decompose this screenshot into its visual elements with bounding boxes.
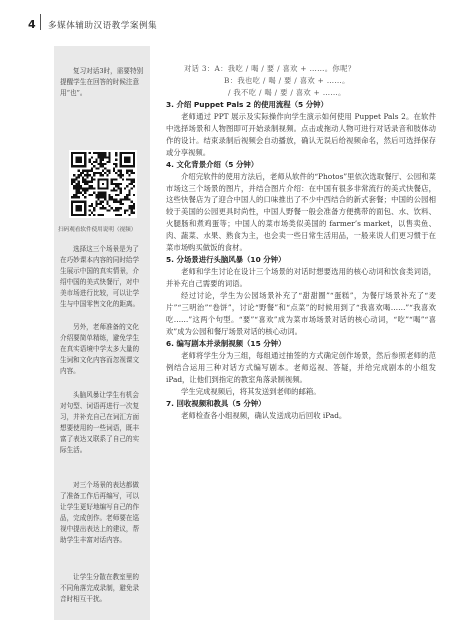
paragraph: 老师和学生讨论在设计三个场景的对话时想要选用的核心动词和饮食类词语，并补充自己需要的词语。 <box>166 267 436 289</box>
margin-note-scenes: 选择这三个场景是为了在巧妙课本内容的同时给学生展示中国的真实情景，介绍中国的美式快餐厅，对中美市场进行比较，可以让学生与中国零售文化的距离。 <box>60 245 140 308</box>
main-text <box>166 63 436 422</box>
margin-note-review: 复习对话3时，需要特别提醒学生在回答的时候注意用“也”。 <box>60 67 144 97</box>
dialog-line: 对话 3：A：我吃 / 喝 / 要 / 喜欢 + ……。你呢？ <box>184 64 356 73</box>
paragraph: 经过讨论，学生为公园场景补充了“甜甜圈”“蛋糕”，为餐厅场景补充了“麦片”“三明治”“卷饼”，讨论“野餐”和“点菜”的时候用到了“我喜欢喝……”“我喜欢吃……”这两个句型。“要”“喜欢”成为菜市场场景对话的核心动词，“吃”“喝”“喜欢”成为公园和餐厅场景对话的核心动词。 <box>166 291 436 336</box>
margin-note-recording: 让学生分散在教室里的不同角落完成录制，避免录音时相互干扰。 <box>60 573 140 603</box>
margin-note-brainstorm: 头脑风暴让学生有机会对句型、词语再进行一次复习，并补充自己在词汇方面想要使用的一些词语，既丰富了表达又联系了自己的实际生活。 <box>60 391 140 454</box>
running-title: 多媒体辅助汉语教学案例集 <box>48 21 158 31</box>
qr-caption: 扫码观看软件使用说明（视频） <box>58 227 137 233</box>
section-heading: 3. 介绍 Puppet Pals 2 的使用流程（5 分钟） <box>166 99 328 109</box>
section-heading: 5. 分场景进行头脑风暴（10 分钟） <box>166 255 286 265</box>
margin-note-culture: 另外，老师准备的文化介绍要简单精练，避免学生在真实语境中学太多大量的生词和文化内容而忽视课文内容。 <box>60 323 140 375</box>
paragraph: 老师通过 PPT 展示及实际操作向学生演示如何使用 Puppet Pals 2。在软件中选择场景和人物图即可开始录制视频。点击或拖动人物可进行对话录音和肢体动作的设计。结束录制后视频会自动播放，确认无误后给视频命名，然后可选择保存或分享视频。 <box>166 111 436 157</box>
paragraph: 老师将学生分为三组，每组通过抽签的方式确定创作场景，然后参照老师的范例结合运用三种对话方式编写剧本。老师巡视、答疑，并给完成剧本的小组发 iPad，让他们到指定的教室角落录制视频。 <box>166 350 436 384</box>
header-divider <box>40 14 41 30</box>
qr-code-image <box>71 152 135 216</box>
paragraph: 学生完成视频后，将其发送到老师的邮箱。 <box>181 386 321 396</box>
page-number: 4 <box>28 18 36 31</box>
paragraph: 老师检查各小组视频，确认发送成功后回收 iPad。 <box>181 410 347 420</box>
paragraph: 介绍完软件的使用方法后，老师从软件的“Photos”里依次选取餐厅、公园和菜市场这三个场景的图片，并结合图片介绍：在中国有很多非常流行的美式快餐店，这些快餐店为了迎合中国人的口味推出了不少中西结合的新式套餐；中国的公园相较于美国的公园更具时尚性，中国人野餐一般会准备方便携带的面包、水、饮料、火腿肠和煮鸡蛋等；中国人的菜市场类似美国的 farmer’s market，以售卖鱼、肉、蔬菜、水果、熟食为主，也会卖一些日常生活用品，一般来说人们更习惯于在菜市场购买做饭的食材。 <box>166 171 436 253</box>
section-heading: 4. 文化背景介绍（5 分钟） <box>166 159 259 169</box>
margin-note-script: 对三个场景的表达都做了准备工作后再编写，可以让学生更好地编写自己的作品，完成创作。老师要在巡视中提出表达上的建议，帮助学生丰富对话内容。 <box>60 481 140 544</box>
section-heading: 7. 回收视频和教具（5 分钟） <box>166 398 266 408</box>
section-heading: 6. 编写剧本并录制视频（15 分钟） <box>166 338 286 348</box>
qr-code[interactable] <box>69 150 137 218</box>
dialog-line: B：我也吃 / 喝 / 要 / 喜欢 + ……。 <box>224 75 350 85</box>
dialog-line: / 我不吃 / 喝 / 要 / 喜欢 + ……。 <box>228 87 346 97</box>
